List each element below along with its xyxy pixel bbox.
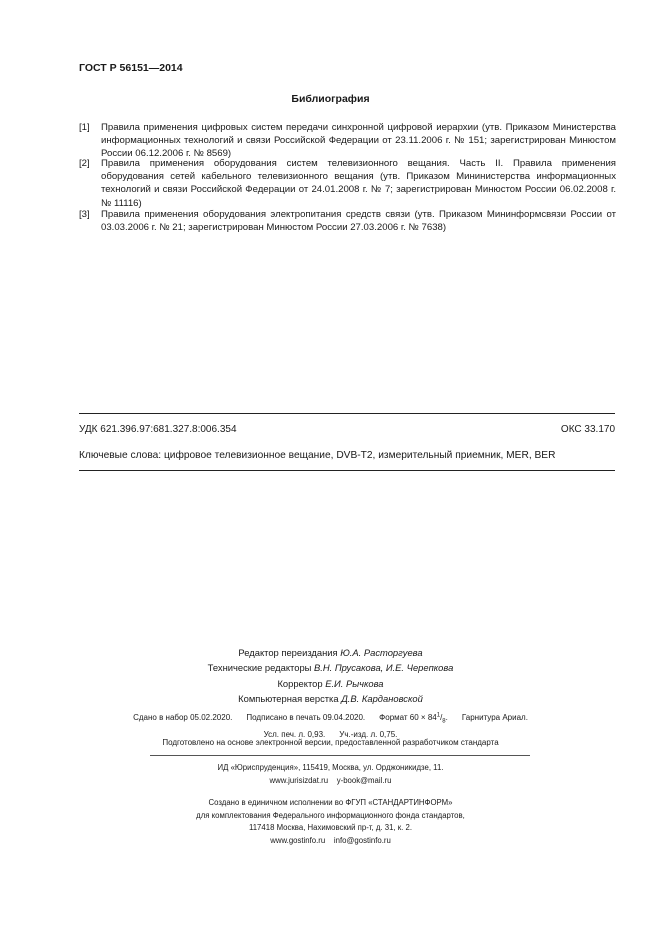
typeface: Гарнитура Ариал. [461, 712, 528, 722]
reference-item [79, 157, 616, 210]
credit-role: Технические редакторы [207, 662, 314, 674]
keywords: Ключевые слова: цифровое телевизионное вещание, DVB-T2, измерительный приемник, MER, BER [79, 450, 556, 461]
format-prefix: Формат 60 × 84 [379, 712, 437, 722]
credit-line [0, 676, 661, 691]
reference-number: [2] [79, 158, 90, 169]
udk-code: УДК 621.396.97:681.327.8:006.354 [79, 424, 237, 435]
reference-text: Правила применения оборудования систем телевизионного вещания. Часть II. Правила применения оборудования сетей кабельного телевизионного вещания (утв. Приказом Мининистерства информационных технологий и связи Российской Федерации от 24.01.2008 г. № 7; зарегистрирован Минюстом России 06.02.2008 г. № 11116) [101, 158, 616, 209]
format-sub: 8 [442, 718, 446, 725]
divider-bottom [79, 470, 615, 471]
divider-publisher [150, 755, 530, 756]
credits-block [0, 645, 661, 707]
credit-name: Е.И. Рычкова [325, 677, 384, 689]
publication-sheets: Уч.-изд. л. 0,75. [339, 730, 398, 740]
publisher-email-link[interactable]: y-book@mail.ru [336, 775, 392, 785]
publisher-block [0, 762, 661, 787]
credit-name: Ю.А. Расторгуева [340, 647, 423, 658]
producer-line: для комплектования Федерального информационного фонда стандартов, [196, 810, 465, 820]
producer-block [0, 797, 661, 847]
reference-text: Правила применения цифровых систем передачи синхронной цифровой иерархии (утв. Приказом Министерства информационных технологий и связи Российской Федерации от 23.11.2006 г. № 151; зарегистрирован Минюстом России 06.12.2006 г. № 8569) [101, 122, 616, 160]
credit-role: Компьютерная верстка [238, 693, 342, 705]
reference-item [79, 121, 616, 161]
producer-line: Создано в единичном исполнении во ФГУП «СТАНДАРТИНФОРМ» [208, 798, 453, 807]
format-sup: 1 [436, 712, 441, 718]
format-sep: / [440, 712, 443, 722]
credit-name: Д.В. Кардановской [341, 693, 423, 705]
reference-text: Правила применения оборудования электропитания средств связи (утв. Приказом Мининформсвязи России от 03.03.2006 г. № 21; зарегистрирован Минюстом России 27.03.2006 г. № 7638) [101, 209, 616, 234]
paper-format [379, 712, 448, 725]
credit-line [0, 645, 661, 660]
publisher-address: ИД «Юриспруденция», 115419, Москва, ул. Орджоникидзе, 11. [217, 763, 444, 772]
document-code: ГОСТ Р 56151—2014 [79, 62, 183, 74]
format-suffix: . [445, 712, 448, 722]
prepared-note: Подготовлено на основе электронной версии, предоставленной разработчиком стандарта [162, 738, 499, 747]
reference-number: [3] [79, 209, 90, 220]
divider-top [79, 413, 615, 414]
submitted-date: Сдано в набор 05.02.2020. [133, 712, 233, 722]
bibliography-title: Библиография [291, 93, 370, 105]
reference-item [79, 208, 616, 234]
reference-number: [1] [79, 122, 90, 133]
credit-line [0, 691, 661, 706]
credit-role: Редактор переиздания [238, 647, 341, 658]
publisher-site-link[interactable]: www.jurisizdat.ru [269, 775, 329, 785]
print-sheets: Усл. печ. л. 0,93. [263, 730, 326, 740]
producer-site-link[interactable]: www.gostinfo.ru [270, 835, 326, 845]
credit-name: В.Н. Прусакова, И.Е. Черепкова [314, 662, 454, 674]
credit-line [0, 660, 661, 675]
print-details [0, 709, 661, 741]
signed-date: Подписано в печать 09.04.2020. [246, 712, 366, 722]
producer-address: 117418 Москва, Нахимовский пр-т, д. 31, к. 2. [248, 823, 413, 833]
credit-role: Корректор [277, 677, 326, 689]
oks-code: ОКС 33.170 [560, 424, 615, 435]
producer-email-link[interactable]: info@gostinfo.ru [333, 835, 391, 845]
